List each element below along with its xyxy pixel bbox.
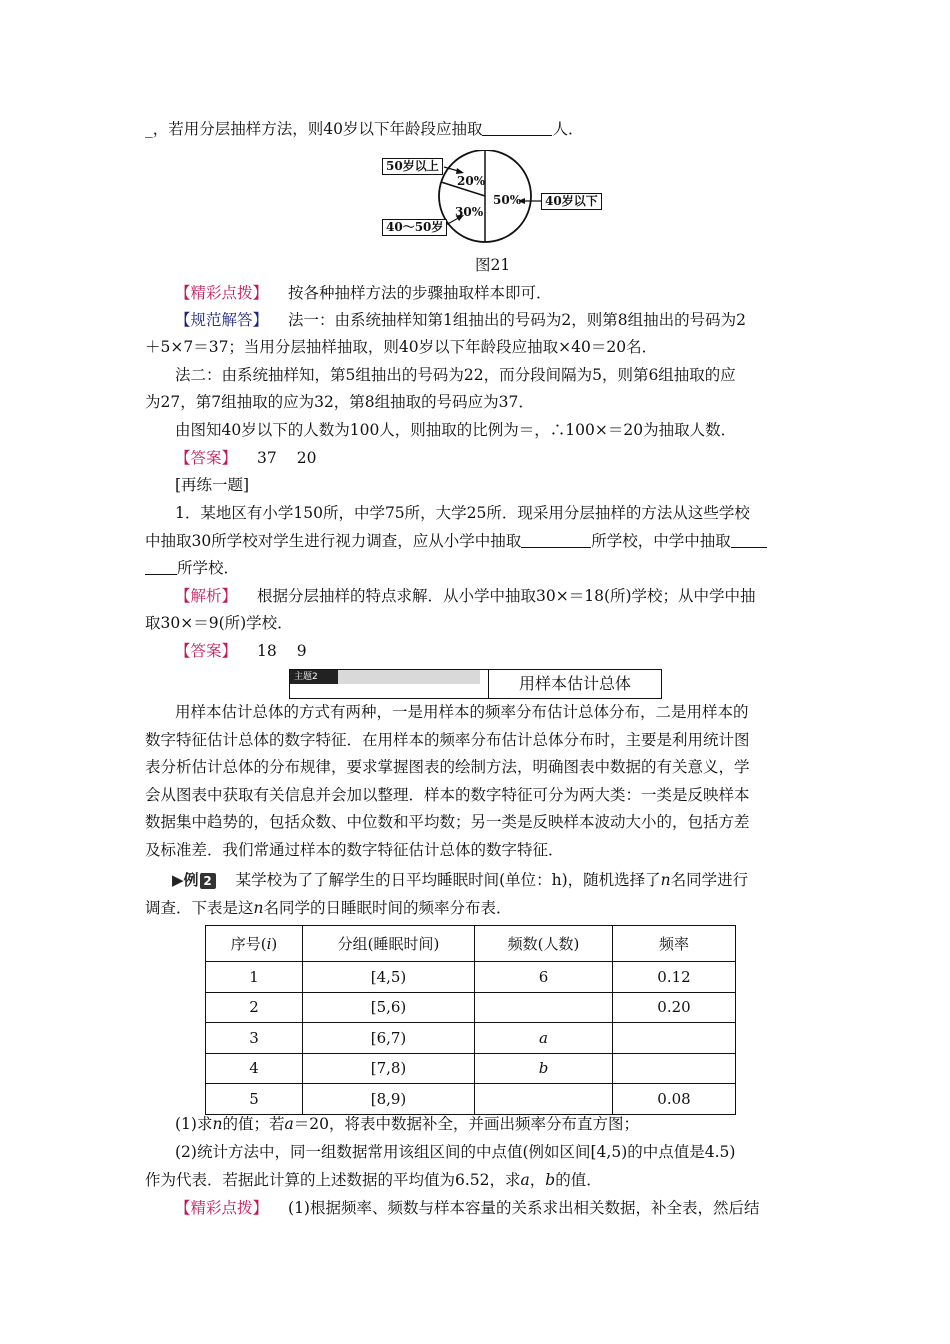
question1-line [175, 1113, 639, 1135]
pie-label-right: 40岁以下 [541, 193, 602, 210]
tip2-tag: 【精彩点拨】 [175, 1199, 269, 1217]
tip1-text: 按各种抽样方法的步骤抽取样本即可． [288, 284, 552, 302]
theme-badge: 主题2 [290, 670, 338, 684]
text-line-1 [145, 118, 584, 140]
method2-line-1: 法二：由系统抽样知，第5组抽出的号码为22，而分段间隔为5，则第6组抽取的应 [175, 366, 736, 384]
solution-text: 法一：由系统抽样知第1组抽出的号码为2，则第8组抽出的号码为2 [288, 311, 746, 329]
pie-pct-top: 20% [457, 174, 486, 188]
table-cell [475, 992, 613, 1023]
table-header-cell: 分组(睡眠时间) [303, 926, 475, 962]
answer2-value-a: 18 [257, 642, 277, 660]
var-n: n [660, 871, 671, 889]
para-line-4: 会从图表中获取有关信息并会加以整理．样本的数字特征可分为两大类：一类是反映样本 [145, 786, 750, 804]
pie-figure [378, 150, 608, 250]
example-text-a: 某学校为了了解学生的日平均睡眠时间(单位：h)，随机选择了 [235, 871, 661, 889]
practice-line-2 [145, 530, 767, 552]
table-cell [613, 1023, 736, 1054]
question2-line-1: (2)统计方法中，同一组数据常用该组区间的中点值(例如区间[4,5)的中点值是4.5) [175, 1143, 736, 1161]
practice-line-1: 1．某地区有小学150所，中学75所，大学25所．现采用分层抽样的方法从这些学校 [175, 504, 750, 522]
answer1-value-a: 37 [257, 449, 277, 467]
table-header-cell: 序号(i) [206, 926, 303, 962]
table-row [206, 962, 736, 993]
table-cell: 0.20 [613, 992, 736, 1023]
table-row [206, 1023, 736, 1054]
answer1-line [175, 447, 316, 469]
tip2-line [175, 1197, 759, 1219]
var-b: b [545, 1171, 556, 1189]
var-n: n [212, 1115, 223, 1133]
pie-label-bottom: 40～50岁 [382, 219, 447, 236]
example-text-a-post: 名同学进行 [670, 871, 749, 889]
example-text-b-post: 名同学的日睡眠时间的频率分布表． [263, 899, 512, 917]
table-cell: 6 [475, 962, 613, 993]
table-cell: [5,6) [303, 992, 475, 1023]
tip1-line [175, 282, 552, 304]
example-number: 2 [200, 873, 216, 889]
blank-underline [521, 532, 591, 548]
pie-pct-left: 30% [455, 205, 484, 219]
table-cell: 4 [206, 1053, 303, 1084]
var-n: n [253, 899, 264, 917]
solution-line-2: ＋5×7＝37；当用分层抽样抽取，则40岁以下年龄段应抽取×40＝20名． [145, 338, 658, 356]
var-a: a [520, 1171, 530, 1189]
var-a: a [284, 1115, 294, 1133]
q2-text-post: 的值． [555, 1171, 602, 1189]
solution-tag: 【规范解答】 [175, 311, 269, 329]
theme-header [289, 669, 662, 699]
method2-line-2: 为27，第7组抽取的应为32，第8组抽取的号码应为37． [145, 393, 534, 411]
table-header-cell: 频数(人数) [475, 926, 613, 962]
table-cell: b [475, 1053, 613, 1084]
analysis-tag: 【解析】 [175, 587, 238, 605]
table-cell: a [475, 1023, 613, 1054]
table-cell: 0.12 [613, 962, 736, 993]
answer1-tag: 【答案】 [175, 449, 238, 467]
q2-text-pre: 作为代表．若据此计算的上述数据的平均值为6.52，求 [145, 1171, 521, 1189]
para-line-2: 数字特征估计总体的数字特征．在用样本的频率分布估计总体分布时，主要是利用统计图 [145, 731, 750, 749]
example-badge: ▶例 2 [172, 869, 216, 891]
para-line-3: 表分析估计总体的分布规律，要求掌握图表的绘制方法，明确图表中数据的有关意义，学 [145, 758, 750, 776]
question2-line-2 [145, 1169, 602, 1191]
practice-heading: [再练一题] [175, 476, 250, 494]
table-cell [475, 1084, 613, 1115]
var-i: i [266, 935, 272, 953]
tip2-text: (1)根据频率、频数与样本容量的关系求出相关数据，补全表，然后结 [288, 1199, 760, 1217]
q1-text-mid: 的值；若 [222, 1115, 285, 1133]
example-line-1 [172, 869, 748, 891]
pie-label-top: 50岁以上 [382, 158, 443, 175]
practice-text-b-end: 所学校，中学中抽取 [591, 532, 731, 550]
frequency-table [205, 925, 736, 1115]
q1-text-post: ＝20，将表中数据补全，并画出频率分布直方图； [293, 1115, 639, 1133]
theme-divider [488, 670, 489, 698]
table-cell: 5 [206, 1084, 303, 1115]
table-cell: [8,9) [303, 1084, 475, 1115]
para-line-6: 及标准差．我们常通过样本的数字特征估计总体的数字特征． [145, 841, 564, 859]
q1-text-pre: (1)求 [175, 1115, 213, 1133]
table-cell: [6,7) [303, 1023, 475, 1054]
table-header-cell: 频率 [613, 926, 736, 962]
example-text-b: 调查．下表是这 [145, 899, 254, 917]
text-l1: _，若用分层抽样方法，则40岁以下年龄段应抽取 [145, 120, 483, 138]
table-cell: 3 [206, 1023, 303, 1054]
practice-text-c-end: 所学校． [177, 559, 240, 577]
answer2-tag: 【答案】 [175, 642, 238, 660]
table-cell: [4,5) [303, 962, 475, 993]
table-row [206, 1053, 736, 1084]
theme-title: 用样本估计总体 [518, 674, 631, 693]
text-l1-end: 人． [552, 120, 584, 138]
table-cell: 0.08 [613, 1084, 736, 1115]
solution-line-1 [175, 309, 746, 331]
table-row [206, 992, 736, 1023]
blank-underline [482, 120, 552, 136]
blank-underline [731, 532, 767, 548]
table-header-row [206, 926, 736, 962]
answer2-value-b: 9 [296, 642, 307, 660]
practice-text-b: 中抽取30所学校对学生进行视力调查，应从小学中抽取 [145, 532, 522, 550]
q2-comma: ， [529, 1171, 546, 1189]
table-cell [613, 1053, 736, 1084]
table-cell: 2 [206, 992, 303, 1023]
para-line-5: 数据集中趋势的，包括众数、中位数和平均数；另一类是反映样本波动大小的，包括方差 [145, 813, 750, 831]
analysis-text: 根据分层抽样的特点求解．从小学中抽取30×＝18(所)学校；从中学中抽 [257, 587, 756, 605]
example-word: 例 [183, 871, 199, 889]
figure-caption: 图21 [475, 256, 511, 274]
table-cell: [7,8) [303, 1053, 475, 1084]
analysis-line-1 [175, 585, 756, 607]
analysis-line-2: 取30×＝9(所)学校． [145, 614, 293, 632]
answer2-line [175, 640, 307, 662]
ratio-line: 由图知40岁以下的人数为100人，则抽取的比例为＝，∴100×＝20为抽取人数． [175, 421, 737, 439]
example-line-2 [145, 897, 512, 919]
answer1-value-b: 20 [296, 449, 317, 467]
practice-line-3 [145, 557, 239, 579]
pie-pct-right: 50% [493, 193, 522, 207]
table-row [206, 1084, 736, 1115]
para-line-1: 用样本估计总体的方式有两种，一是用样本的频率分布估计总体分布，二是用样本的 [175, 703, 749, 721]
tip1-tag: 【精彩点拨】 [175, 284, 269, 302]
table-cell: 1 [206, 962, 303, 993]
blank-underline [145, 559, 177, 575]
